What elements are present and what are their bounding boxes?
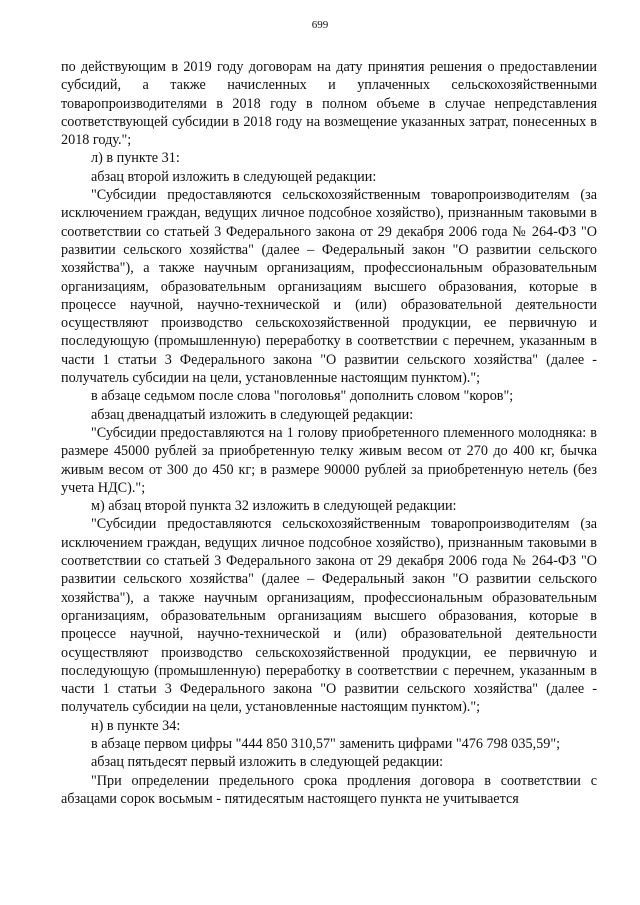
paragraph: в абзаце седьмом после слова "поголовья" дополнить словом "коров"; [91,388,514,405]
paragraph: м) абзац второй пункта 32 изложить в следующей редакции: [91,498,457,515]
paragraph: "При определении предельного срока продления договора в соответствии с абзацами сорок восьмым - пятидесятым настоящего пункта не учитывается [61,772,597,807]
paragraph: "Субсидии предоставляются сельскохозяйственным товаропроизводителям (за исключением граждан, ведущих личное подсобное хозяйство), признанным таковыми в соответствии со статьей 3 Федерального закона от 29 декабря 2006 года № 264-ФЗ "О развитии сельского хозяйства" (далее – Федеральный закон "О развитии сельского хозяйства"), а также научным организациям, профессиональным образовательным организациям, образовательным организациям высшего образования, которые в процессе научной, научно-технической и (или) образовательной деятельности осуществляют производство сельскохозяйственной продукции, ее первичную и последующую (промышленную) переработку в соответствии с перечнем, указанным в части 1 статьи 3 Федерального закона "О развитии сельского хозяйства" (далее - получатель субсидии на цели, установленные настоящим пунктом)."; [61,516,597,716]
paragraph: "Субсидии предоставляются на 1 голову приобретенного племенного молодняка: в размере 45000 рублей за приобретенную телку живым весом от 270 до 400 кг, бычка живым весом от 300 до 450 кг; в размере 90000 рублей за приобретенную нетель (без учета НДС)."; [61,424,597,496]
paragraph: абзац пятьдесят первый изложить в следующей редакции: [91,754,444,771]
paragraph: абзац второй изложить в следующей редакции: [91,168,377,185]
document-body [61,58,597,808]
page-number: 699 [311,19,329,31]
paragraph: н) в пункте 34: [91,717,181,734]
paragraph: в абзаце первом цифры "444 850 310,57" заменить цифрами "476 798 035,59"; [91,735,561,752]
paragraph: "Субсидии предоставляются сельскохозяйственным товаропроизводителям (за исключением граждан, ведущих личное подсобное хозяйство), признанным таковыми в соответствии со статьей 3 Федерального закона от 29 декабря 2006 года № 264-ФЗ "О развитии сельского хозяйства" (далее – Федеральный закон "О развитии сельского хозяйства"), а также научным организациям, профессиональным образовательным организациям, образовательным организациям высшего образования, которые в процессе научной, научно-технической и (или) образовательной деятельности осуществляют производство сельскохозяйственной продукции, ее первичную и последующую (промышленную) переработку в соответствии с перечнем, указанным в части 1 статьи 3 Федерального закона "О развитии сельского хозяйства" (далее - получатель субсидии на цели, установленные настоящим пунктом)."; [61,187,597,387]
paragraph: абзац двенадцатый изложить в следующей редакции: [91,406,414,423]
paragraph: по действующим в 2019 году договорам на дату принятия решения о предоставлении субсидий, а также начисленных и уплаченных сельскохозяйственными товаропроизводителями в 2018 году в полном объеме в случае непредставления соответствующей субсидии в 2018 году на возмещение указанных затрат, понесенных в 2018 году."; [61,59,597,149]
paragraph: л) в пункте 31: [91,150,180,167]
